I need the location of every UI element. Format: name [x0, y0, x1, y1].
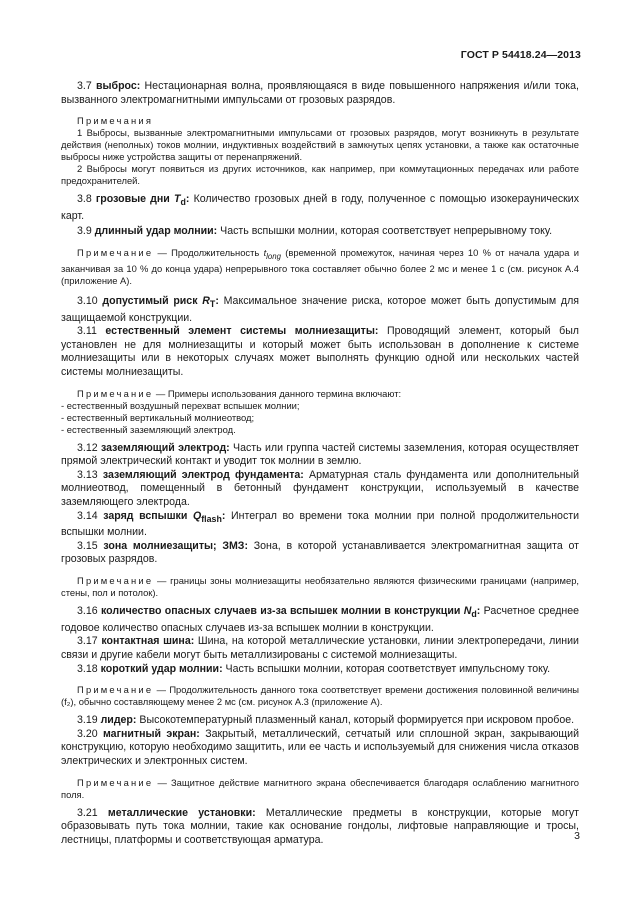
term-entry-3-9: 3.9 длинный удар молнии: Часть вспышки молнии, которая соответствует непрерывному току.: [77, 225, 553, 238]
term-entry-3-14: 3.14 заряд вспышки $Q_{flash}$: Интеграл во времени тока молнии при полной продолжительности вспышки молнии.: [61, 509, 580, 539]
note-paragraph: Примечание — Продолжительность данного тока соответствует времени достижения половинной величины (f₂), обычно составляющему менее 2 мс (см. рисунок А.3 (приложение А).: [61, 684, 579, 708]
note-heading: Примечания: [77, 115, 154, 127]
term-entry-3-18: 3.18 короткий удар молнии: Часть вспышки молнии, которая соответствует импульсному току.: [77, 662, 551, 675]
term-entry-3-20: 3.20 магнитный экран: Закрытый, металлический, сетчатый или сплошной экран, закрывающий конструкцию, которую необходимо защитить, или ее часть и используемый для снижения числа отказов электрических и электронных систем.: [61, 727, 579, 767]
term-entry-3-16: 3.16 количество опасных случаев из-за вспышек молнии в конструкции $N_d$: Расчетное среднее годовое количество опасных случаев из-за вспышек молнии в конструкции.: [61, 605, 580, 634]
page-number: 3: [574, 830, 580, 842]
term-entry-3-7: 3.7 выброс: Нестационарная волна, проявляющаяся в виде повышенного напряжения и/или тока, вызванного электромагнитными импульсами от грозовых разрядов.: [61, 80, 579, 106]
term-entry-3-15: 3.15 зона молниезащиты; ЗМЗ: Зона, в которой устанавливается электромагнитная защита от грозовых разрядов.: [61, 539, 579, 566]
term-entry-3-17: 3.17 контактная шина: Шина, на которой металлические установки, линии электропередачи, линии связи и другие кабели могут быть металлизированы с системой молниезащиты.: [61, 635, 579, 661]
note-list-item: - естественный заземляющий электрод.: [61, 423, 236, 435]
term-entry-3-8: 3.8 грозовые дни $T_d$: Количество грозовых дней в году, полученное с помощью изокераунических карт.: [61, 193, 579, 222]
term-entry-3-13: 3.13 заземляющий электрод фундамента: Арматурная сталь фундамента или дополнительный молниеотвод, помещенный в бетонный фундамент конструкции, используемый в качестве заземляющего электрода.: [61, 468, 580, 508]
note-list-item: - естественный вертикальный молниеотвод;: [61, 411, 255, 423]
term-entry-3-21: 3.21 металлические установки: Металлические предметы в конструкции, которые могут образовывать путь тока молнии, такие как основание гондолы, лифтовые направляющие и тросы, лестницы, платформы и соответствующая арматура.: [61, 806, 579, 846]
document-body: [61, 80, 579, 847]
note-paragraph: Примечание — Защитное действие магнитного экрана обеспечивается благодаря ослаблению магнитного поля.: [61, 776, 580, 800]
note-item: 1 Выбросы, вызванные электромагнитными импульсами от грозовых разрядов, могут возникнуть в результате действия (неполных) токов молнии, индуктивных воздействий в замкнутых цепях установки, а также как остаточные выбросы ниже устройства защиты от перенапряжений.: [61, 127, 579, 163]
note-paragraph: Примечание — Продолжительность $t_{long}$ (временной промежуток, начиная через 10 % от начала удара и заканчивая за 10 % до конца удара) непрерывного тока составляет обычно более 2 мс и менее 1 с (см. рисунок А.4 (приложение А).: [61, 247, 579, 286]
note-paragraph: Примечание — границы зоны молниезащиты необязательно являются физическими границами (например, стены, пол и потолок).: [61, 575, 580, 599]
term-entry-3-19: 3.19 лидер: Высокотемпературный плазменный канал, который формируется при искровом пробое.: [77, 714, 575, 727]
term-entry-3-12: 3.12 заземляющий электрод: Часть или группа частей системы заземления, которая осуществляет прямой электрический контакт и уводит ток молнии в землю.: [61, 441, 580, 468]
term-entry-3-10: 3.10 допустимый риск $R_T$: Максимальное значение риска, которое может быть допустимым для защищаемой конструкции.: [61, 294, 579, 324]
term-entry-3-11: 3.11 естественный элемент системы молниезащиты: Проводящий элемент, который был установлен не для молниезащиты и который может быть использован в дополнение к системе молниезащиты или в некоторых случаях может выполнять функцию одной или нескольких частей системы молниезащиты.: [61, 325, 579, 379]
note-list-item: - естественный воздушный перехват вспышек молнии;: [61, 399, 300, 411]
note-paragraph: Примечание — Примеры использования данного термина включают:: [77, 387, 402, 399]
note-item: 2 Выбросы могут появиться из других источников, как например, при коммутационных передачах или работе предохранителей.: [61, 163, 579, 187]
document-code-header: ГОСТ Р 54418.24—2013: [460, 49, 581, 61]
